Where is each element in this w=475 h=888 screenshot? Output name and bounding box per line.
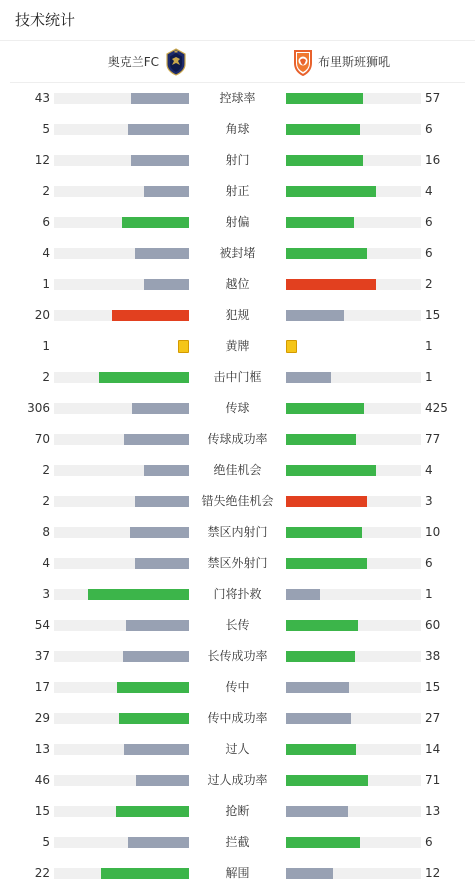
away-stat-value: 1 <box>425 339 433 353</box>
stat-row <box>0 486 475 517</box>
home-stat-value: 3 <box>42 587 50 601</box>
home-stat-bar-fill <box>132 403 189 414</box>
stat-label: 射偏 <box>225 215 250 229</box>
away-stat-bar <box>286 713 421 724</box>
stat-row <box>0 269 475 300</box>
stat-row <box>0 796 475 827</box>
away-stat-bar-fill <box>286 186 376 197</box>
home-stat-bar <box>54 403 189 414</box>
away-stat-value: 6 <box>425 246 433 260</box>
away-stat-bar-fill <box>286 682 349 693</box>
home-team[interactable] <box>108 41 187 82</box>
away-stat-bar-fill <box>286 496 367 507</box>
home-stat-value: 4 <box>42 556 50 570</box>
teams-header <box>10 41 465 83</box>
away-stat-bar <box>286 837 421 848</box>
away-stat-value: 4 <box>425 184 433 198</box>
home-stat-bar <box>54 837 189 848</box>
away-stat-bar <box>286 155 421 166</box>
away-stat-bar-fill <box>286 651 355 662</box>
home-stat-value: 17 <box>34 680 50 694</box>
home-stat-bar-fill <box>124 744 189 755</box>
home-stat-value: 37 <box>34 649 50 663</box>
stat-label: 过人成功率 <box>207 773 268 787</box>
home-stat-value: 15 <box>34 804 50 818</box>
away-stat-bar-fill <box>286 527 362 538</box>
stat-row <box>0 114 475 145</box>
stat-row <box>0 734 475 765</box>
away-stat-bar <box>286 868 421 879</box>
stat-label: 长传 <box>225 618 250 632</box>
stat-row <box>0 703 475 734</box>
home-stat-value: 2 <box>42 370 50 384</box>
stat-row <box>0 393 475 424</box>
stat-row <box>0 176 475 207</box>
home-stat-bar-fill <box>116 806 189 817</box>
home-stat-bar <box>54 806 189 817</box>
away-stat-value: 57 <box>425 91 441 105</box>
stat-label: 绝佳机会 <box>213 463 262 477</box>
away-stat-value: 3 <box>425 494 433 508</box>
home-stat-value: 2 <box>42 184 50 198</box>
home-stat-bar <box>54 775 189 786</box>
stat-row <box>0 827 475 858</box>
home-stat-bar <box>54 248 189 259</box>
home-yellow-card-icon <box>178 340 189 353</box>
stat-label: 击中门框 <box>213 370 262 384</box>
away-team[interactable] <box>292 41 390 82</box>
stat-label: 传球成功率 <box>207 432 268 446</box>
home-stat-value: 6 <box>42 215 50 229</box>
home-stat-bar <box>54 496 189 507</box>
stat-label: 犯规 <box>225 308 250 322</box>
home-stat-bar-fill <box>119 713 189 724</box>
stat-label: 被封堵 <box>219 246 256 260</box>
away-stat-bar-fill <box>286 806 348 817</box>
away-stat-value: 12 <box>425 866 441 880</box>
home-stat-bar-fill <box>131 155 189 166</box>
away-stat-bar-fill <box>286 93 363 104</box>
stat-row <box>0 641 475 672</box>
away-stat-bar <box>286 651 421 662</box>
away-stat-value: 425 <box>425 401 448 415</box>
stat-label: 过人 <box>225 742 250 756</box>
away-stat-bar-fill <box>286 775 368 786</box>
home-stat-bar <box>54 744 189 755</box>
home-stat-value: 13 <box>34 742 50 756</box>
home-stat-bar <box>54 868 189 879</box>
away-stat-bar <box>286 744 421 755</box>
home-stat-bar <box>54 682 189 693</box>
away-stat-bar-fill <box>286 155 363 166</box>
away-stat-bar-fill <box>286 868 333 879</box>
home-stat-bar-fill <box>131 93 189 104</box>
home-stat-bar <box>54 465 189 476</box>
home-stat-value: 20 <box>34 308 50 322</box>
stat-row <box>0 145 475 176</box>
home-stat-bar-fill <box>144 465 189 476</box>
away-stat-value: 71 <box>425 773 441 787</box>
stat-label: 错失绝佳机会 <box>201 494 274 508</box>
away-stat-bar-fill <box>286 465 376 476</box>
away-stat-bar-fill <box>286 620 358 631</box>
stat-label: 解围 <box>225 866 250 880</box>
stat-label: 传中成功率 <box>207 711 268 725</box>
stat-label: 禁区内射门 <box>207 525 268 539</box>
away-stat-value: 77 <box>425 432 441 446</box>
home-stat-bar <box>54 124 189 135</box>
stat-label: 长传成功率 <box>207 649 268 663</box>
home-stat-value: 54 <box>34 618 50 632</box>
away-stat-bar-fill <box>286 248 367 259</box>
away-stat-bar <box>286 496 421 507</box>
away-stat-bar-fill <box>286 403 364 414</box>
away-stat-value: 1 <box>425 370 433 384</box>
home-stat-bar-fill <box>135 496 189 507</box>
away-stat-bar-fill <box>286 217 354 228</box>
home-stat-bar <box>54 310 189 321</box>
away-stat-bar-fill <box>286 558 367 569</box>
home-stat-value: 70 <box>34 432 50 446</box>
stat-label: 禁区外射门 <box>207 556 268 570</box>
home-stat-value: 22 <box>34 866 50 880</box>
stat-row <box>0 331 475 362</box>
home-stat-value: 5 <box>42 835 50 849</box>
away-stat-bar-fill <box>286 124 360 135</box>
home-stat-value: 4 <box>42 246 50 260</box>
home-team-crest-icon <box>165 48 187 76</box>
away-stat-value: 16 <box>425 153 441 167</box>
home-stat-bar <box>54 279 189 290</box>
away-stat-bar <box>286 248 421 259</box>
home-stat-bar <box>54 589 189 600</box>
home-stat-bar-fill <box>123 651 189 662</box>
home-stat-bar-fill <box>124 434 189 445</box>
stat-row <box>0 238 475 269</box>
away-stat-bar <box>286 310 421 321</box>
stat-row <box>0 83 475 114</box>
home-stat-bar <box>54 713 189 724</box>
away-stat-bar <box>286 403 421 414</box>
away-stat-bar <box>286 465 421 476</box>
home-stat-value: 1 <box>42 339 50 353</box>
away-stat-bar <box>286 372 421 383</box>
stat-row <box>0 672 475 703</box>
away-stat-bar <box>286 682 421 693</box>
away-stat-value: 6 <box>425 556 433 570</box>
home-stat-bar-fill <box>130 527 189 538</box>
away-stat-bar <box>286 186 421 197</box>
home-stat-bar-fill <box>135 558 189 569</box>
home-stat-value: 12 <box>34 153 50 167</box>
stat-label: 控球率 <box>219 91 256 105</box>
away-stat-bar <box>286 279 421 290</box>
stat-row <box>0 548 475 579</box>
away-stat-bar-fill <box>286 589 320 600</box>
home-stat-bar <box>54 434 189 445</box>
away-team-name: 布里斯班狮吼 <box>318 55 391 69</box>
stat-row <box>0 517 475 548</box>
stat-label: 越位 <box>225 277 250 291</box>
away-stat-bar <box>286 124 421 135</box>
home-stat-value: 2 <box>42 494 50 508</box>
home-stat-bar-fill <box>144 279 189 290</box>
away-stat-bar <box>286 806 421 817</box>
home-stat-bar <box>54 558 189 569</box>
stat-row <box>0 610 475 641</box>
home-stat-value: 2 <box>42 463 50 477</box>
away-stat-bar-fill <box>286 713 351 724</box>
away-yellow-card-icon <box>286 340 297 353</box>
stat-row <box>0 765 475 796</box>
away-stat-bar <box>286 589 421 600</box>
home-stat-bar <box>54 155 189 166</box>
away-stat-bar-fill <box>286 434 356 445</box>
away-stat-bar <box>286 558 421 569</box>
home-stat-bar <box>54 527 189 538</box>
stat-label: 射正 <box>225 184 250 198</box>
away-stat-bar <box>286 620 421 631</box>
stat-row <box>0 362 475 393</box>
away-stat-value: 4 <box>425 463 433 477</box>
stat-label: 黄牌 <box>225 339 250 353</box>
home-stat-bar <box>54 372 189 383</box>
stats-list <box>0 83 475 888</box>
home-stat-value: 43 <box>34 91 50 105</box>
home-stat-bar <box>54 186 189 197</box>
away-stat-value: 60 <box>425 618 441 632</box>
away-stat-bar-fill <box>286 279 376 290</box>
away-stat-bar-fill <box>286 744 356 755</box>
away-stat-bar <box>286 434 421 445</box>
home-stat-value: 46 <box>34 773 50 787</box>
stat-row <box>0 300 475 331</box>
home-stat-bar-fill <box>135 248 189 259</box>
stat-label: 射门 <box>225 153 250 167</box>
stat-row <box>0 858 475 888</box>
away-stat-bar-fill <box>286 372 331 383</box>
home-stat-bar-fill <box>126 620 189 631</box>
away-stat-value: 38 <box>425 649 441 663</box>
home-team-name: 奥克兰FC <box>107 55 159 69</box>
home-stat-bar-fill <box>101 868 189 879</box>
home-stat-bar-fill <box>144 186 189 197</box>
away-stat-bar <box>286 93 421 104</box>
away-stat-value: 27 <box>425 711 441 725</box>
home-stat-bar-fill <box>117 682 189 693</box>
stat-row <box>0 424 475 455</box>
home-stat-bar-fill <box>99 372 189 383</box>
away-stat-value: 10 <box>425 525 441 539</box>
stat-row <box>0 455 475 486</box>
home-stat-bar <box>54 93 189 104</box>
away-stat-value: 6 <box>425 215 433 229</box>
stat-row <box>0 207 475 238</box>
away-stat-value: 6 <box>425 835 433 849</box>
stat-label: 拦截 <box>225 835 250 849</box>
stat-label: 传球 <box>225 401 250 415</box>
away-stat-bar <box>286 527 421 538</box>
away-stat-value: 15 <box>425 680 441 694</box>
stat-row <box>0 579 475 610</box>
home-stat-bar-fill <box>136 775 189 786</box>
home-stat-bar-fill <box>88 589 189 600</box>
away-stat-value: 13 <box>425 804 441 818</box>
home-stat-value: 1 <box>42 277 50 291</box>
home-stat-bar-fill <box>112 310 189 321</box>
away-stat-bar <box>286 217 421 228</box>
away-stat-value: 14 <box>425 742 441 756</box>
home-stat-bar-fill <box>128 837 189 848</box>
home-stat-bar <box>54 651 189 662</box>
stat-label: 传中 <box>225 680 250 694</box>
away-stat-bar-fill <box>286 310 344 321</box>
home-stat-bar-fill <box>128 124 189 135</box>
away-stat-value: 2 <box>425 277 433 291</box>
stat-label: 门将扑救 <box>213 587 262 601</box>
away-stat-value: 6 <box>425 122 433 136</box>
stat-label: 抢断 <box>225 804 250 818</box>
away-stat-value: 1 <box>425 587 433 601</box>
home-stat-value: 8 <box>42 525 50 539</box>
home-stat-value: 29 <box>34 711 50 725</box>
away-team-crest-icon <box>292 48 314 76</box>
home-stat-value: 306 <box>27 401 50 415</box>
away-stat-bar-fill <box>286 837 360 848</box>
page-title: 技术统计 <box>0 0 475 41</box>
away-stat-bar <box>286 775 421 786</box>
home-stat-bar <box>54 217 189 228</box>
home-stat-bar <box>54 620 189 631</box>
home-stat-value: 5 <box>42 122 50 136</box>
stat-label: 角球 <box>225 122 250 136</box>
away-stat-value: 15 <box>425 308 441 322</box>
home-stat-bar-fill <box>122 217 190 228</box>
